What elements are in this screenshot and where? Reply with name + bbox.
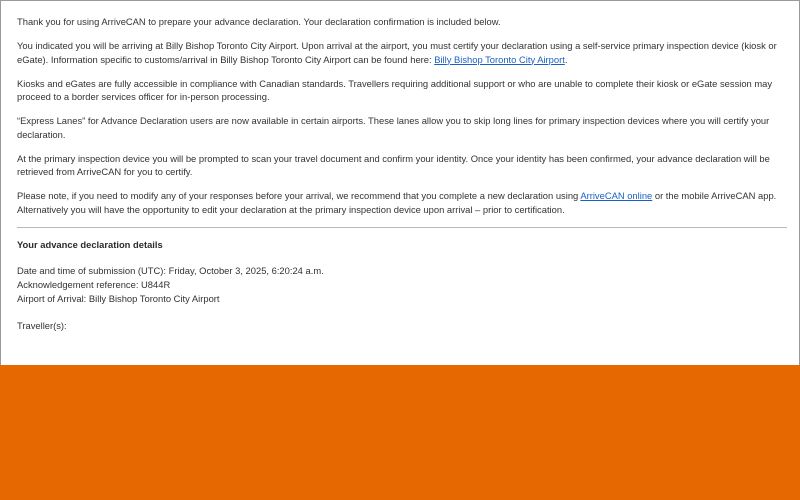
travellers-label: Traveller(s):: [17, 320, 67, 331]
arrivecan-online-link[interactable]: ArriveCAN online: [580, 190, 653, 201]
modify-before: Please note, if you need to modify any of your responses before your arrival, we recommend that you complete a new declaration using: [17, 190, 581, 201]
declaration-details: [17, 264, 787, 306]
acknowledgement-reference: Acknowledgement reference: U844R: [17, 279, 171, 290]
intro-thanks: Thank you for using ArriveCAN to prepare your advance declaration. Your declaration confirmation is included below.: [17, 16, 501, 27]
arrival-airport: Airport of Arrival: Billy Bishop Toronto City Airport: [17, 293, 220, 304]
arrival-text: You indicated you will be arriving at Billy Bishop Toronto City Airport. Upon arrival at the airport, you must certify your declaration using a self-service primary inspection device (kiosk or eGate). Information specific to customs/arrival in Billy Bishop Toronto City Airport can be found here:: [17, 40, 777, 65]
intro-kiosks: Kiosks and eGates are fully accessible in compliance with Canadian standards. Travellers requiring additional support or who are unable to complete their kiosk or eGate session may proceed to a border services officer for in-person processing.: [17, 77, 773, 102]
orange-footer-band: [0, 365, 800, 500]
airport-info-link[interactable]: Billy Bishop Toronto City Airport: [434, 53, 565, 65]
intro-modify: [17, 189, 787, 216]
email-body: [17, 15, 787, 333]
intro-arrival: [17, 39, 787, 66]
arrival-after: .: [564, 53, 568, 65]
modify-after: or the mobile ArriveCAN app. Alternatively you will have the opportunity to edit your declaration at the primary inspection device upon arrival – prior to certification.: [17, 190, 777, 215]
section-divider: [17, 227, 787, 228]
submission-datetime: Date and time of submission (UTC): Friday, October 3, 2025, 6:20:24 a.m.: [17, 265, 324, 276]
intro-express-lanes: “Express Lanes” for Advance Declaration users are now available in certain airports. These lanes allow you to skip long lines for primary inspection devices where you will certify your declaration.: [17, 115, 770, 140]
intro-inspection: At the primary inspection device you will be prompted to scan your travel document and confirm your identity. Once your identity has been confirmed, your advance declaration will be retrieved from ArriveCAN for you to certify.: [17, 152, 770, 177]
details-title: Your advance declaration details: [17, 238, 163, 250]
